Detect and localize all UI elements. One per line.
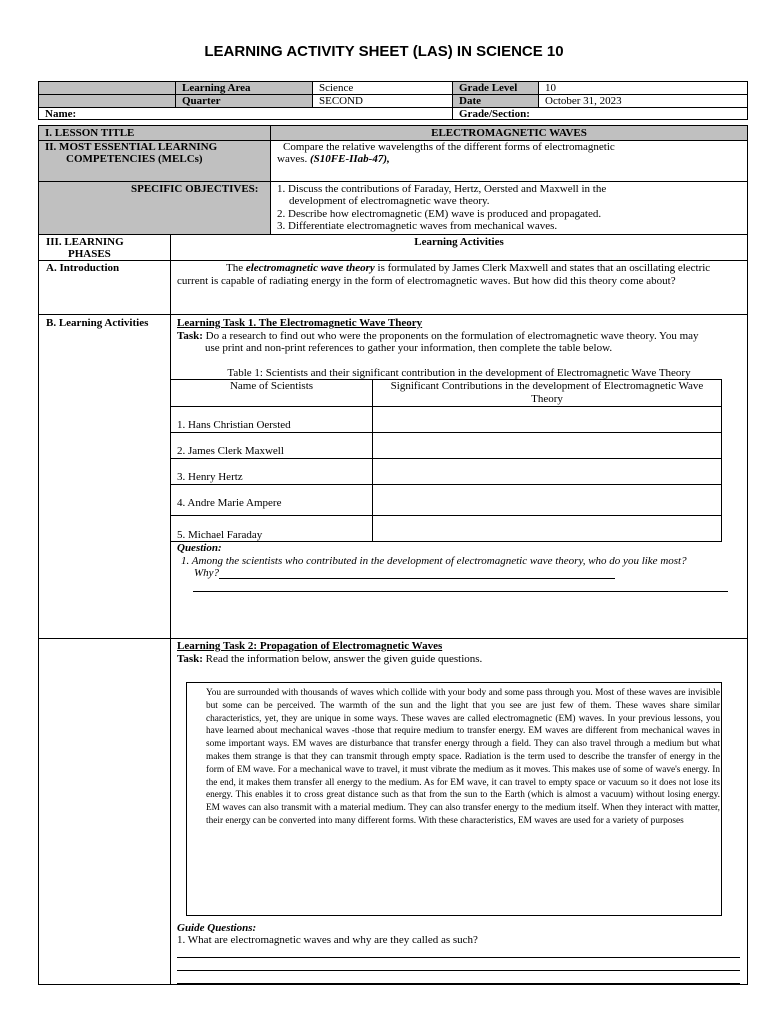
learning-activities-label: B. Learning Activities xyxy=(46,317,149,329)
quarter-label: Quarter xyxy=(182,95,221,107)
intro-emphasis: electromagnetic wave theory xyxy=(245,262,375,274)
task1-task-text: Do a research to find out who were the proponents on the formulation of electromagnetic wave theory. You may xyxy=(202,330,699,342)
guide-questions-label: Guide Questions: xyxy=(177,922,257,934)
melc-code: (S10FE-IIab-47), xyxy=(310,153,390,165)
objective-2: 2. Describe how electromagnetic (EM) wave is produced and propagated. xyxy=(277,208,602,220)
guide-question-1: 1. What are electromagnetic waves and why are they called as such? xyxy=(177,934,478,946)
grade-level-label: Grade Level xyxy=(459,82,518,94)
scientist-row-4: 4. Andre Marie Ampere xyxy=(177,497,282,509)
name-label: Name: xyxy=(45,108,77,120)
grade-section-label: Grade/Section: xyxy=(459,108,530,120)
task2-heading: Learning Task 2: Propagation of Electromagnetic Waves xyxy=(177,640,443,652)
melc-text-2: waves. xyxy=(277,153,308,165)
intro-pre: The xyxy=(226,262,246,274)
melc-label-line-2: COMPETENCIES (MELCs) xyxy=(66,153,203,165)
melc-label-line-1: II. MOST ESSENTIAL LEARNING xyxy=(45,141,218,153)
document-title: LEARNING ACTIVITY SHEET (LAS) IN SCIENCE 10 xyxy=(204,43,564,60)
col-header-contributions-1: Significant Contributions in the development of Electromagnetic Wave xyxy=(390,380,704,392)
date-label: Date xyxy=(459,95,481,107)
answer-line-1[interactable] xyxy=(219,578,615,579)
answer-line-2[interactable] xyxy=(193,591,728,592)
passage-text: You are surrounded with thousands of waves which collide with your body and some pass through you. Most of these waves are invisible but some can be perceived. The warmth of the sun and the light that you see are just few of them. These waves share similar characteristics, yet, they are unique in some ways. These waves are called electromagnetic (EM) waves. In your previous lessons, you have learned about mechanical waves -those that require medium to transfer energy. EM waves are different from mechanical waves in some important ways. EM waves are disturbance that transfer energy through a field. They can also travel through a medium but what makes them strange is that they can transmit through empty space. Radiation is the term used to describe the transfer of energy in the form of EM wave. For a mechanical wave to travel, it must vibrate the medium as it moves. This makes use of some of wave's energy. In the end, it makes them transfer all energy to the medium. As for EM wave, it can travel to empty space or vacuum so it does not lose its energy. This enables it to cross great distance such as that from the sun to the Earth (which is almost a vacuum) without losing energy. EM waves can also transmit with a material medium. They can also transfer energy to the medium itself. When they interact with matter, their energy can be converted into many different forms. With these characteristics, EM waves are used for a variety of purposes xyxy=(206,688,720,826)
introduction-line-2: current is capable of radiating energy in the form of electromagnetic waves. But how did this theory come about? xyxy=(177,275,676,287)
question-1-why: Why? xyxy=(194,567,220,579)
col-header-contributions-2: Theory xyxy=(531,393,563,405)
phases-label-line-2: PHASES xyxy=(68,248,111,260)
scientist-row-3: 3. Henry Hertz xyxy=(177,471,243,483)
lesson-title-value: ELECTROMAGNETIC WAVES xyxy=(431,127,587,139)
scientist-row-1: 1. Hans Christian Oersted xyxy=(177,419,291,431)
task1-task-label: Task: xyxy=(177,330,203,342)
scientist-row-2: 2. James Clerk Maxwell xyxy=(177,445,284,457)
activities-header: Learning Activities xyxy=(414,236,504,248)
col-header-scientists: Name of Scientists xyxy=(229,380,314,392)
task2-task-label: Task: xyxy=(177,653,203,665)
task2-instruction xyxy=(173,652,486,666)
melc-text-line-2 xyxy=(273,152,394,166)
learning-area-label: Learning Area xyxy=(182,82,251,94)
table-caption: Table 1: Scientists and their significant contribution in the development of Electromagnetic Wave Theory xyxy=(227,367,691,379)
introduction-label: A. Introduction xyxy=(46,262,120,274)
question-1: 1. Among the scientists who contributed in the development of electromagnetic wave theory, who do you like most? xyxy=(181,555,687,567)
objective-1: 1. Discuss the contributions of Faraday, Hertz, Oersted and Maxwell in the xyxy=(277,183,607,195)
objectives-label: SPECIFIC OBJECTIVES: xyxy=(131,183,259,195)
question-label: Question: xyxy=(177,542,222,554)
quarter-value: SECOND xyxy=(319,95,364,107)
scientist-row-5: 5. Michael Faraday xyxy=(177,529,263,541)
phases-label-line-1: III. LEARNING xyxy=(46,236,124,248)
task1-instruction-2: use print and non-print references to gather your information, then complete the table below. xyxy=(205,342,613,354)
grade-level-value: 10 xyxy=(545,82,556,94)
guide-answer-line-3[interactable] xyxy=(177,983,740,984)
melc-text-line-1: Compare the relative wavelengths of the different forms of electromagnetic xyxy=(283,141,615,153)
date-value: October 31, 2023 xyxy=(545,95,622,107)
guide-answer-line-2[interactable] xyxy=(177,970,740,971)
intro-post: is formulated by James Clerk Maxwell and states that an oscillating electric xyxy=(374,262,711,274)
lesson-title-label: I. LESSON TITLE xyxy=(45,127,135,139)
header-gray-left xyxy=(39,82,175,108)
learning-area-value: Science xyxy=(319,82,354,94)
objective-1-cont: development of electromagnetic wave theory. xyxy=(289,195,490,207)
introduction-line-1 xyxy=(222,261,714,275)
task2-task-text: Read the information below, answer the given guide questions. xyxy=(202,653,483,665)
objective-3: 3. Differentiate electromagnetic waves from mechanical waves. xyxy=(277,220,558,232)
guide-answer-line-1[interactable] xyxy=(177,957,740,958)
task1-heading: Learning Task 1. The Electromagnetic Wave Theory xyxy=(177,317,423,329)
